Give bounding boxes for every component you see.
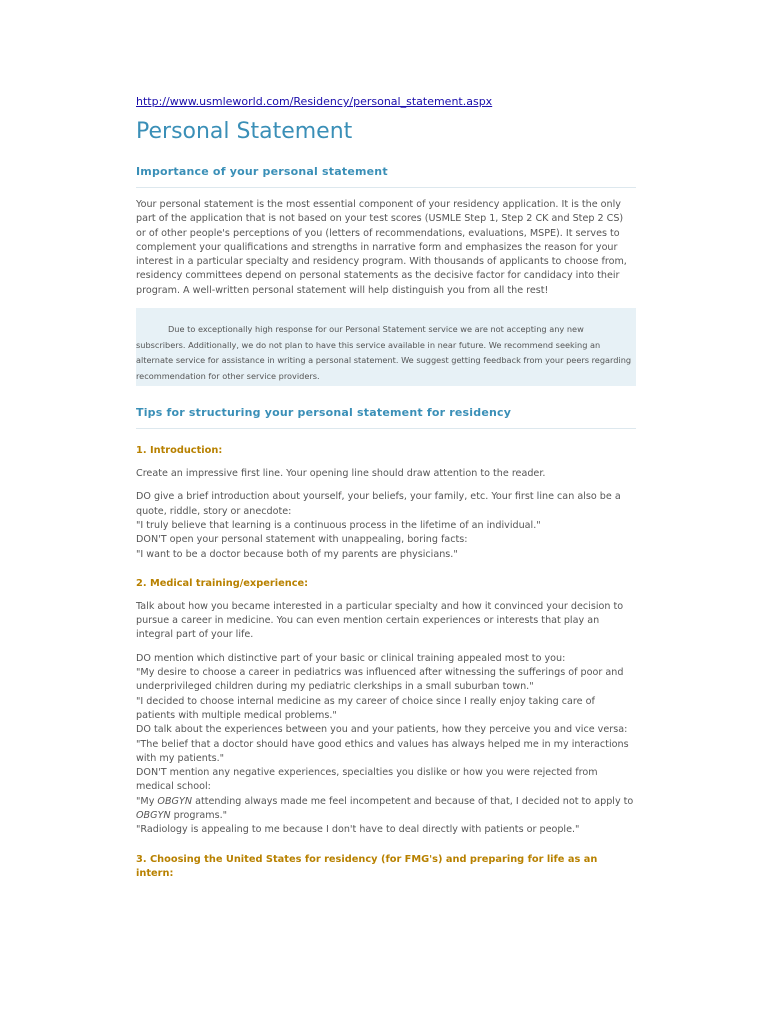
importance-heading: Importance of your personal statement	[136, 165, 388, 178]
medical-do-quote-pediatrics: "My desire to choose a career in pediatrics was influenced after witnessing the sufferings of poor and underprivileged children during my pediatric clerkships in a small suburban town."	[136, 667, 624, 693]
introduction-examples	[136, 490, 636, 561]
medical-paragraph: Talk about how you became interested in a particular specialty and how it convinced your decision to pursue a career in medicine. You can even mention certain experiences or interests that play an integral part of your life.	[136, 600, 624, 641]
introduction-paragraph: Create an impressive first line. Your opening line should draw attention to the reader.	[136, 468, 546, 480]
medical-dont-quote-obgyn: "My OBGYN attending always made me feel incompetent and because of that, I decided not to apply to OBGYN programs."	[136, 795, 634, 822]
medical-do-quote-internal: "I decided to choose internal medicine as my career of choice since I really enjoy taking care of patients with multiple medical problems."	[136, 695, 595, 721]
introduction-heading: 1. Introduction:	[136, 445, 223, 457]
introduction-do-line: DO give a brief introduction about yourself, your beliefs, your family, etc. Your first line can also be a quote, riddle, story or anecdote:	[136, 491, 621, 517]
medical-examples	[136, 652, 636, 838]
choosing-heading: 3. Choosing the United States for residency (for FMG's) and preparing for life as an intern:	[136, 853, 598, 879]
medical-do-patients-line: DO talk about the experiences between you and your patients, how they perceive you and vice versa:	[136, 724, 628, 736]
importance-paragraph: Your personal statement is the most essential component of your residency application. It is the only part of the application that is not based on your test scores (USMLE Step 1, Step 2 CK and Step 2 CS) or of other people's perceptions of you (letters of recommendations, evaluations, MSPE). It serves to complement your qualifications and strengths in narrative form and emphasizes the reason for your interest in a particular specialty and residency program. With thousands of applicants to choose from, residency committees depend on personal statements as the decisive factor for candidacy into their program. A well-written personal statement will help distinguish you from all the rest!	[136, 199, 627, 296]
medical-dont-quote-radiology: "Radiology is appealing to me because I don't have to deal directly with patients or people."	[136, 824, 580, 836]
service-notice-box	[136, 308, 636, 386]
service-notice-text: Due to exceptionally high response for our Personal Statement service we are not accepting any new subscribers. Additionally, we do not plan to have this service available in near future. We recommend seeking an alternate service for assistance in writing a personal statement. We suggest getting feedback from your peers regarding recommendation for other service providers.	[136, 324, 632, 381]
introduction-do-quote: "I truly believe that learning is a continuous process in the lifetime of an individual."	[136, 519, 541, 531]
source-url-link[interactable]: http://www.usmleworld.com/Residency/personal_statement.aspx	[136, 95, 493, 108]
medical-heading: 2. Medical training/experience:	[136, 577, 309, 589]
document-page	[136, 95, 636, 881]
tips-heading: Tips for structuring your personal statement for residency	[136, 406, 512, 420]
introduction-dont-line: DON'T open your personal statement with unappealing, boring facts:	[136, 534, 468, 546]
medical-do-patients-quote: "The belief that a doctor should have good ethics and values has always helped me in my interactions with my patients."	[136, 738, 629, 764]
introduction-dont-quote: "I want to be a doctor because both of my parents are physicians."	[136, 548, 458, 560]
medical-do-line: DO mention which distinctive part of your basic or clinical training appealed most to you:	[136, 652, 566, 664]
page-title: Personal Statement	[136, 119, 353, 144]
medical-dont-line: DON'T mention any negative experiences, specialties you dislike or how you were rejected from medical school:	[136, 767, 598, 793]
